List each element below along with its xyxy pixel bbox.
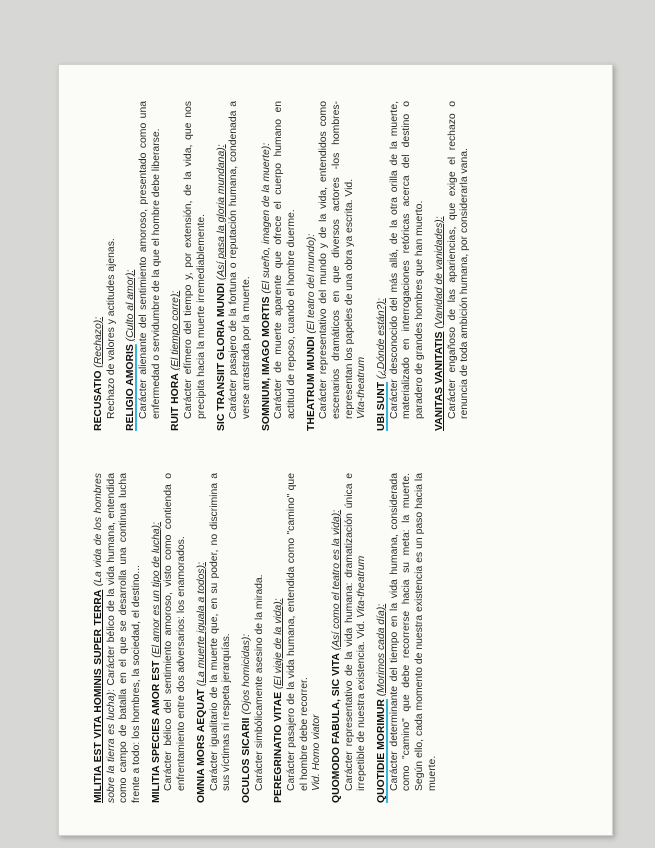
entry-description: Carácter engañoso de las apariencias, que exige el rechazo o renuncia de toda ambición humana, por considerarla vana. [446,101,471,419]
entry-description: Carácter representativo del mundo y de la vida, entendidos como escenarios dramáticos en que diversos actores -los hombres- representan los papeles de una obra ya escrita. Vid. [318,101,355,419]
rotated-document [89,103,519,803]
entry-translation: (El amor es un tipo de lucha): [150,521,162,658]
entry-term: QUOTIDIE MORIMUR [376,699,388,803]
entry-term: VANITAS VANITATIS [433,331,445,431]
entry-term: MILITIA SPECIES AMOR EST [150,660,162,803]
entry-term: THEATRUM MUNDI [305,336,317,431]
glossary-entry [93,101,118,431]
entry-description: Carácter de muerte aparente que ofrece el cuerpo humano en actitud de reposo, cuando el hombre duerme. [273,101,297,419]
entry-description: Carácter determinante del tiempo en la vida humana, considerada como "camino" que debe recorrerse hacia su meta: la muerte. Según ello, cada momento de nuestra existencia es un paso hacia la muerte. [388,473,438,791]
glossary-entry [434,101,472,431]
entry-description: Carácter efímero del tiempo y, por extensión, de la vida, que nos precipita hacia la muerte irremediablemente. [183,101,207,419]
glossary-entry [196,473,234,803]
entry-description [344,473,369,803]
entry-term: MILITIA EST VITA HOMINIS SUPER TERRA [93,589,104,803]
entry-translation: (El viaje de la vida): [273,598,285,690]
entry-description: Carácter pasajero de la vida humana, entendida como "camino" que el hombre debe recorrer. [285,473,310,791]
entry-reference: Vita-theatrum [356,356,368,419]
entry-reference: Vid. Homo viator [311,714,323,791]
entry-term: SIC TRANSIIT GLORIA MUNDI [215,283,227,431]
entry-translation: (¿Dónde están?): [376,298,388,380]
glossary-entry [241,473,266,803]
entry-translation: (Rechazo): [93,316,104,368]
right-column [93,101,479,431]
entry-description: Carácter simbólicamente asesino de la mirada. [253,574,265,791]
entry-translation: (El teatro del mundo): [305,233,317,334]
glossary-entry [306,101,369,431]
entry-description: Carácter bélico del sentimiento amoroso, visto como contienda o enfrentamiento entre dos adversarios: los enamorados. [163,473,188,791]
entry-reference: Vita-theatrum [356,555,368,618]
entry-description: Rechazo de valores y actitudes ajenas. [105,238,117,419]
glossary-entry [216,101,254,431]
glossary-entry [376,473,439,803]
entry-term: OMNIA MORS AEQUAT [195,689,207,803]
entry-translation: (Ojos homicidas): [240,633,252,715]
entry-term: RECUSATIO [93,370,104,431]
entry-term: SOMNIUM, IMAGO MORTIS [260,296,272,431]
entry-translation: (Culto al amor): [125,269,137,342]
entry-translation: (Así pasa la gloria mundana): [215,144,227,281]
entry-term: RELIGIO AMORIS [125,344,137,431]
entry-translation: (El tiempo corre): [170,290,182,371]
entry-translation: (Así como el teatro es la vida): [331,509,342,651]
entry-description: : Carácter bélico de la vida humana, entendida como campo de batalla en el que se desarrolla una continua lucha frente a todo: los hombres, la sociedad, el destino... [105,473,143,803]
entry-term: OCULOS SICARII [240,717,252,803]
glossary-entry [170,101,208,431]
glossary-entry [93,473,144,803]
entry-description: Carácter desconocido del más allá, de la otra orilla de la muerte, materializado en interrogaciones retóricas acerca del destino o paradero de grandes hombres que han muerto. [388,101,426,419]
entry-description-text: Carácter representativo de la vida humana: dramatización única e irrepetible de nuestra existencia. Vid. [343,473,368,791]
entry-translation: (Morimos cada día): [376,603,388,697]
entry-translation: (La muerte iguala a todos): [195,562,207,687]
glossary-entry [261,101,299,431]
glossary-entry [331,473,369,803]
entry-term: QUOMODO FABULA, SIC VITA [331,653,342,803]
glossary-entry [125,101,163,431]
entry-term: RUIT HORA [170,373,182,431]
entry-term: PEREGRINATIO VITAE [273,691,285,803]
glossary-entry [376,101,427,431]
left-column [93,473,447,803]
entry-translation: (El sueño, imagen de la muerte): [260,142,272,294]
entry-description: Carácter igualitario de la muerte que, en su poder, no discrimina a sus víctimas ni respeta jerarquías. [208,473,233,791]
entry-term: UBI SUNT [376,381,388,431]
entry-translation: (Vanidad de vanidades): [433,216,445,329]
entry-description: Carácter pasajero de la fortuna o reputación humana, condenada a verse arrastrada por la muerte. [228,101,252,419]
entry-description: Carácter alienante del sentimiento amoroso, presentado como una enfermedad o servidumbre de la que el hombre debe liberarse. [138,101,162,419]
glossary-entry [273,473,324,803]
entry-translation: (La vida de los hombres sobre la tierra es lucha) [93,473,117,803]
glossary-entry [151,473,189,803]
